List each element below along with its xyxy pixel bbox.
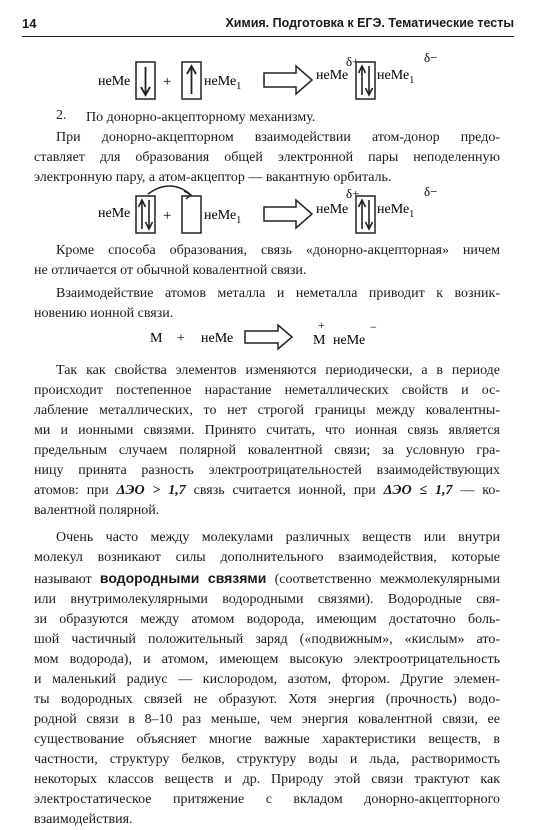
scheme3-charge-minus: − — [370, 320, 377, 334]
scheme2-left-atom: неМе — [98, 206, 131, 221]
condition-ionic: ΔЭО > 1,7 — [116, 483, 186, 498]
text-line: шой частичный положительный заряд («подвижным», «кислым» ато- — [34, 632, 500, 647]
scheme1-delta-plus: δ+ — [346, 54, 360, 69]
scheme2-delta-plus: δ+ — [346, 186, 360, 201]
scheme1-right-atom: неМе$_1$ — [204, 74, 242, 92]
text-line: Так как свойства элементов изменяются периодически, а в периоде — [56, 363, 500, 378]
scheme2-bond-orbital — [356, 196, 375, 233]
scheme-covalent-exchange — [0, 52, 535, 108]
scheme1-result-right: неМе$_1$ — [377, 68, 415, 86]
curved-transfer-arrow-icon — [148, 186, 190, 194]
reaction-arrow-icon — [264, 200, 312, 228]
scheme3-result-nonmetal: неМе — [333, 333, 366, 348]
page-header — [22, 14, 514, 37]
text-line: называют водородными связями (соответственно межмолекулярными — [34, 570, 500, 587]
text-line: ты водородных связей не образуют. Хотя энергия (прочность) водо- — [34, 692, 500, 707]
reaction-arrow-icon — [245, 325, 292, 349]
text-line: взаимодействия. — [34, 812, 133, 827]
scheme2-right-atom: неМе$_1$ — [204, 208, 242, 226]
text-line: новению ионной связи. — [34, 306, 174, 321]
condition-covalent: ΔЭО ≤ 1,7 — [383, 483, 453, 498]
scheme2-result-right: неМе$_1$ — [377, 202, 415, 220]
section-2-number: 2. — [56, 108, 67, 123]
term-hydrogen-bonds: водородными связями — [99, 570, 267, 586]
book-title: Химия. Подготовка к ЕГЭ. Тематические тесты — [225, 16, 514, 30]
scheme2-orbital-donor — [136, 196, 155, 233]
text-line: происходит постепенное нарастание неметаллических свойств и ос- — [34, 383, 500, 398]
paragraph-ionic — [34, 284, 500, 324]
scheme2-plus: + — [163, 208, 172, 224]
scheme3-result-metal: M — [313, 333, 326, 348]
page-number: 14 — [22, 16, 37, 31]
scheme2-delta-minus: δ− — [424, 184, 438, 199]
text-line: зи образуются между атомом водорода, имеющим достаточно боль- — [34, 612, 500, 627]
text-line: родной связи в 8–10 раз меньше, чем энергия ковалентной связи, ее — [34, 712, 500, 727]
text-line: атомов: при ΔЭО > 1,7 связь считается ионной, при ΔЭО ≤ 1,7 — ко- — [34, 483, 500, 498]
text-line: некоторых классов веществ и др. Природу этой связи трактуют как — [34, 772, 500, 787]
scheme1-result-left: неМе — [316, 68, 349, 83]
text-line: валентной полярной. — [34, 503, 160, 518]
text-line: мом водорода), и атомом, имеющем высокую электроотрицательность — [34, 652, 500, 667]
scheme3-metal: M — [150, 331, 163, 346]
text-line: предельным случаем полярной ковалентной связи; за условную гра- — [34, 443, 500, 458]
scheme2-result-left: неМе — [316, 202, 349, 217]
text-line: Взаимодействие атомов металла и неметалла приводит к возник- — [56, 286, 500, 301]
text-line: ми и ионными связями. Принято считать, что ионная связь является — [34, 423, 500, 438]
text-line: При донорно-акцепторном взаимодействии атом-донор предо- — [56, 130, 500, 145]
scheme1-delta-minus: δ− — [424, 52, 438, 65]
paragraph-besides — [34, 241, 500, 281]
text-line: электронную пару, а атом-акцептор — вакантную орбиталь. — [34, 170, 392, 185]
text-line: частности, структуру белков, структуру воды и льда, растворимость — [34, 752, 500, 767]
scheme2-vacant-orbital — [182, 196, 201, 233]
section-2-heading: По донорно-акцепторному механизму. — [86, 110, 316, 125]
scheme-donor-acceptor — [0, 184, 535, 240]
scheme3-plus: + — [177, 331, 185, 346]
paragraph-hydrogen-bonds — [34, 528, 500, 830]
paragraph-periodic — [34, 361, 500, 521]
text-line: лабление металлических, то нет строгой границы между ковалентны- — [34, 403, 500, 418]
text-line: Кроме способа образования, связь «донорно-акцепторная» ничем — [56, 243, 500, 258]
text-line: молекул возникают силы дополнительного взаимодействия, которые — [34, 550, 500, 565]
scheme1-plus: + — [163, 74, 172, 90]
reaction-arrow-icon — [264, 66, 312, 94]
text-line: Очень часто между молекулами различных веществ или внутри — [56, 530, 500, 545]
text-line: ницу принята разность электроотрицательностей взаимодействующих — [34, 463, 500, 478]
scheme-ionic — [0, 320, 535, 354]
scheme3-charge-plus: + — [318, 320, 325, 332]
text-line: ставляет для образования общей электронной пары неподеленную — [34, 150, 500, 165]
text-line: или внутримолекулярными водородными связями). Водородные свя- — [34, 592, 500, 607]
text-line: электростатическое притяжение с вкладом донорно-акцепторного — [34, 792, 500, 807]
scheme3-nonmetal: неМе — [201, 331, 234, 346]
text-line: не отличается от обычной ковалентной связи. — [34, 263, 307, 278]
scheme1-left-atom: неМе — [98, 74, 131, 89]
paragraph-donor-acceptor — [34, 128, 500, 188]
text-line: существование объясняет многие важные характеристики веществ, в — [34, 732, 500, 747]
text-line: и маленький радиус — кислородом, азотом, фтором. Другие элемен- — [34, 672, 500, 687]
